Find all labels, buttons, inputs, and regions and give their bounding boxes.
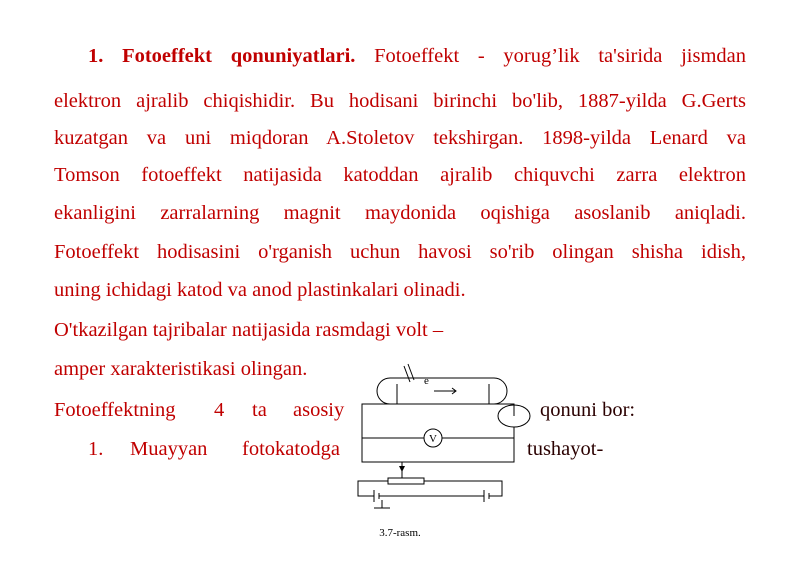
light-ray bbox=[404, 366, 410, 382]
paragraph2-line-4-right: tushayot- bbox=[527, 438, 604, 460]
paragraph2-word: asosiy bbox=[293, 399, 345, 421]
rheostat bbox=[388, 478, 424, 484]
paragraph2-word: Fotoeffektning bbox=[54, 399, 176, 421]
photoeffect-circuit-diagram bbox=[352, 360, 542, 520]
paragraph-line-1 bbox=[88, 44, 746, 68]
voltmeter-label: V bbox=[429, 433, 437, 445]
paragraph2-line-2: amper xarakteristikasi olingan. bbox=[54, 358, 308, 380]
paragraph-line-4: Tomson fotoeffekt natijasida katoddan ajralib chiquvchi zarra elektron bbox=[54, 164, 746, 186]
slider-arrow bbox=[399, 466, 405, 472]
paragraph2-line-1: O'tkazilgan tajribalar natijasida rasmdagi volt – bbox=[54, 319, 444, 341]
wire-right bbox=[489, 398, 514, 416]
paragraph-line-7: uning ichidagi katod va anod plastinkalari olinadi. bbox=[54, 279, 466, 301]
paragraph-line-5: ekanligini zarralarning magnit maydonida oqishiga asoslanib aniqladi. bbox=[54, 202, 746, 224]
wire-right-down bbox=[402, 427, 514, 462]
wire-bottom-right bbox=[424, 481, 502, 496]
paragraph2-word: ta bbox=[252, 399, 267, 421]
paragraph2-word: fotokatodga bbox=[242, 438, 340, 460]
electron-label: e bbox=[424, 375, 429, 387]
paragraph-line-6: Fotoeffekt hodisasini o'rganish uchun havosi so'rib olingan shisha idish, bbox=[54, 241, 746, 263]
paragraph2-line-3-right: qonuni bor: bbox=[540, 399, 636, 421]
paragraph-line-1-text: Fotoeffekt - yorug’lik ta'sirida jismdan bbox=[355, 45, 746, 67]
paragraph2-word: Muayyan bbox=[130, 438, 208, 460]
paragraph2-word: 1. bbox=[88, 438, 104, 460]
wire-left bbox=[362, 398, 402, 472]
wire-bottom-left bbox=[358, 481, 388, 496]
section-heading: 1. Fotoeffekt qonuniyatlari. bbox=[88, 45, 356, 67]
paragraph-line-3: kuzatgan va uni miqdoran A.Stoletov tekshirgan. 1898-yilda Lenard va bbox=[54, 127, 746, 149]
figure-caption: 3.7-rasm. bbox=[379, 527, 421, 539]
paragraph2-word: 4 bbox=[214, 399, 225, 421]
paragraph-line-2: elektron ajralib chiqishidir. Bu hodisani birinchi bo'lib, 1887-yilda G.Gerts bbox=[54, 90, 746, 112]
